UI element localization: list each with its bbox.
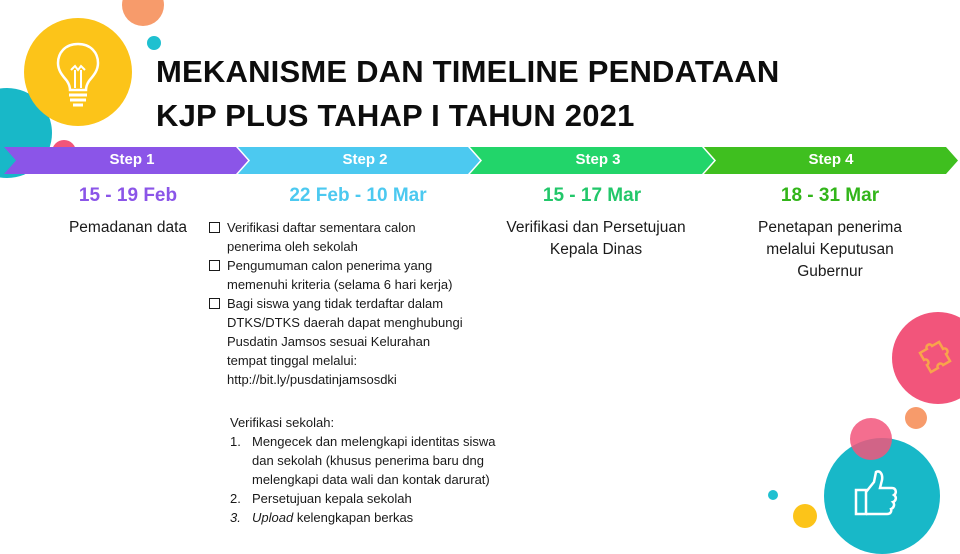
step-2-checklist — [209, 218, 499, 389]
lightbulb-icon — [52, 40, 104, 110]
step-1-date: 15 - 19 Feb — [78, 185, 178, 206]
checkbox-icon — [209, 298, 220, 309]
decor-dot-orange-right — [905, 407, 927, 429]
verifikasi-item: 2. Persetujuan kepala sekolah — [230, 491, 412, 506]
title-line-1: MEKANISME DAN TIMELINE PENDATAAN — [156, 54, 780, 89]
decor-circle-pink-overlap — [850, 418, 892, 460]
verifikasi-item: 3. Upload kelengkapan berkas — [230, 510, 414, 525]
step-4-date: 18 - 31 Mar — [780, 185, 880, 206]
step-4-label: Step 4 — [808, 151, 854, 168]
checklist-item: Verifikasi daftar sementara calon penerima oleh sekolah — [209, 218, 499, 256]
verifikasi-sekolah — [230, 413, 530, 527]
step-1-description: Pemadanan data — [68, 219, 188, 236]
title-line-2: KJP PLUS TAHAP I TAHUN 2021 — [156, 98, 635, 133]
step-2-label: Step 2 — [342, 151, 388, 168]
puzzle-icon — [918, 336, 958, 376]
step-1-label: Step 1 — [109, 151, 155, 168]
decor-dot-teal-top — [147, 36, 161, 50]
thumbs-up-icon — [852, 466, 900, 520]
checkbox-icon — [209, 222, 220, 233]
verifikasi-item: 1. Mengecek dan melengkapi identitas siswa dan sekolah (khusus penerima baru dng melengkapi data wali dan kontak darurat) — [230, 434, 496, 487]
step-3-description: Verifikasi dan Persetujuan Kepala Dinas — [506, 219, 686, 258]
verifikasi-heading: Verifikasi sekolah: — [230, 415, 335, 430]
decor-dot-teal-bottom — [768, 490, 778, 500]
step-3-date: 15 - 17 Mar — [542, 185, 642, 206]
decor-dot-yellow-bottom — [793, 504, 817, 528]
step-3-label: Step 3 — [575, 151, 621, 168]
checklist-item: Bagi siswa yang tidak terdaftar dalam DTKS/DTKS daerah dapat menghubungi Pusdatin Jamsos sesuai Kelurahan tempat tinggal melalui: http://bit.ly/pusdatinjamsosdki — [209, 294, 499, 389]
checkbox-icon — [209, 260, 220, 271]
decor-circle-orange-top — [122, 0, 164, 26]
pusdatin-link-text: http://bit.ly/pusdatinjamsosdki — [227, 372, 397, 387]
step-2-date: 22 Feb - 10 Mar — [289, 185, 427, 206]
page-title — [156, 50, 876, 138]
checklist-item: Pengumuman calon penerima yang memenuhi kriteria (selama 6 hari kerja) — [209, 256, 499, 294]
step-4-description: Penetapan penerima melalui Keputusan Gubernur — [758, 219, 902, 280]
